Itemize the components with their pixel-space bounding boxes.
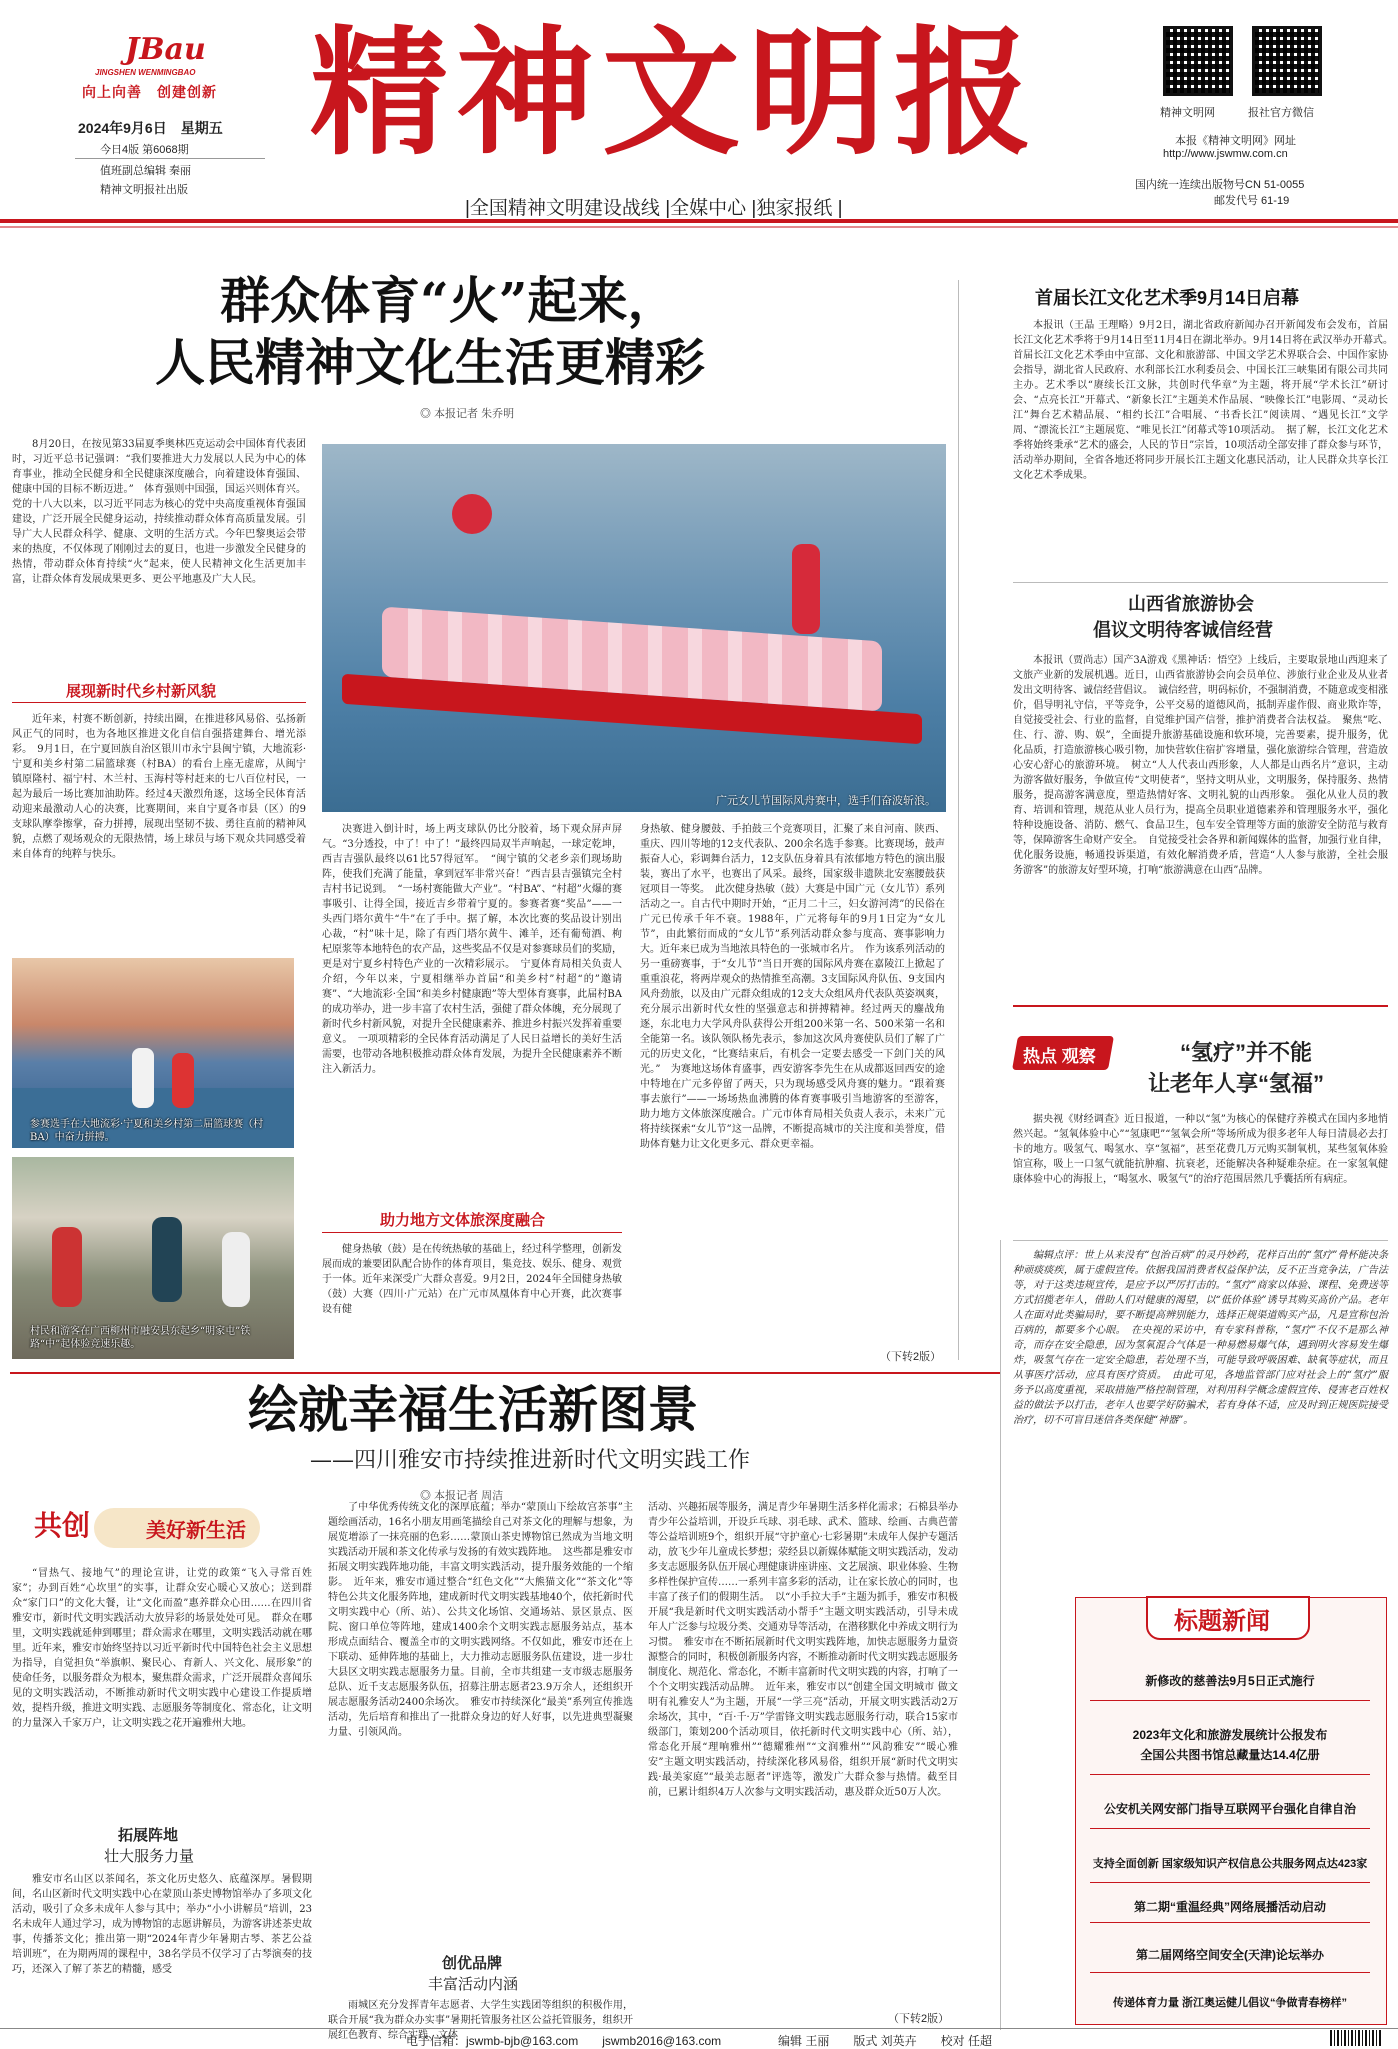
lead-col1b-text: 近年来，村赛不断创新，持续出圈，在推进移风易俗、弘扬新风正气的同时，也为各地区推进文化自信自强搭建舞台、增光添彩。 9月1日，在宁夏回族自治区银川市永宁县闽宁镇，大地流彩·宁夏和美乡村第二届篮球赛（村BA）的看台上座无虚席，从闽宁镇原隆村、福宁村、木兰村、玉海村等村赶来的七八百位村民，一起为最后一场比赛加油助阵。经过4天激烈角逐，这场全民体育活动迎来最激动人心的决赛，比赛期间，来自宁夏各市县（区）的9支球队摩拳擦掌，奋力拼搏，展现出坚韧不拔、勇往直前的精神风貌，点燃了观场观众的无限热情，场上球员与场下观众共同感受着来自体育的纯粹与快乐。: [12, 714, 306, 860]
hotspot-divider: [1013, 1240, 1388, 1241]
barcode-icon: [1330, 2030, 1382, 2046]
site-label: 本报《精神文明网》网址: [1175, 135, 1296, 147]
lead-sub1-rule: [12, 702, 306, 703]
hotspot-title-1: “氢疗”并不能: [1180, 1040, 1313, 1065]
lower-badge-1: 共创: [34, 1509, 91, 1542]
lower-sub1b: 壮大服务力量: [104, 1848, 195, 1865]
lead-headline-1: 群众体育“火”起来，: [220, 271, 678, 330]
qr1-label: 精神文明网: [1160, 107, 1215, 119]
hotspot-comment: 编辑点评：世上从来没有“包治百病”的灵丹妙药，花样百出的“氢疗”骨杯能决条种顽痰痰疾，属于虚假宣传。依据我国消费者权益保护法，反不正当竞争法，广告法等，对于这类违规宣传，是应予以严厉打击的。“氢疗”商家以体验、课程、免费送等方式招揽老年人，借助人们对健康的渴望，以“低价体验”诱导其购买高价产品。老年人在面对此类骗局时，要不断提高辨别能力，选择正规渠道购买产品，凡是宣称包治百病的，都要多个心眼。 在央视的采访中，有专家科普称，“氢疗”不仅不是那么神奇，而存在安全隐患，因为氢氧混合气体是一种易燃易爆气体，遇到明火容易发生爆炸，吸氢气存在一定安全隐患，若处理不当，可能导致呼吸困难、缺氧等症状，而且从事医疗活动，应具有医疗资质。 由此可见，各地监管部门应对社会上的“氢疗”服务予以高度重视，采取措施严格控制管理，对利用科学概念虚假宣传、侵害老百姓权益的做法予以打击，老年人也要学好防骗术，若有身体不适，应及时到正规医院接受治疗，切不可盲目迷信各类保健“神器”。: [1013, 1250, 1388, 1426]
lower-sub2a: 创优品牌: [442, 1955, 503, 1972]
headline-divider: [1090, 1828, 1370, 1829]
lower-continued: （下转2版）: [888, 2013, 950, 2025]
inset2-caption: 村民和游客在广西柳州市融安县东起乡“明家屯”铁路“中”起体验竞速乐趣。: [30, 1326, 251, 1350]
lower-headline: 绘就幸福生活新图景: [248, 1380, 698, 1439]
masthead: [0, 0, 1398, 230]
lower-sub1a: 拓展阵地: [118, 1827, 179, 1844]
brand-logo: [125, 32, 255, 67]
hotspot-badge-text: 热点 观察: [1023, 1047, 1096, 1066]
lower-col1b-text: 雅安市名山区以茶闻名，茶文化历史悠久、底蕴深厚。暑假期间，名山区新时代文明实践中心在蒙顶山茶史博物馆举办了多项文化活动，吸引了众多未成年人参与其中；举办“小小讲解员”培训，23名未成年人通过学习，成为博物馆的志愿讲解员，为游客讲述茶史故事，传播茶文化；推出第一期“2024年青少年暑期古琴、茶艺公益培训班”，在为期两周的课程中，38名学员不仅学习了古琴演奏的技巧，还深入了解了茶艺的精髓，感受: [12, 1874, 312, 1975]
headlines-list: [1080, 1660, 1380, 2020]
right1-body: 本报讯（王晶 王理略）9月2日，湖北省政府新闻办召开新闻发布会发布，首届长江文化艺术季将于9月14日至11月4日在湖北举办。9月14日将在武汉举办开幕式。 首届长江文化艺术季由中宣部、文化和旅游部、中国文学艺术界联合会、中国作家协会指导，湖北省人民政府、水利部长江水利委员会、中国长江三峡集团有限公司共同主办。艺术季以“赓续长江文脉，共创时代华章”为主题，将开展“学术长江”研讨会、“点亮长江”开幕式、“新象长江”主题美术作品展、“映像长江”电影周、“灵动长江”舞台艺术精品展、“相约长江”合唱展、“书香长江”阅读周、“遇见长江”文学周、“漂流长江”主题展览、“唯见长江”闭幕式等10项活动。 据了解，长江文化艺术季将始终秉承“艺术的盛会，人民的节日”宗旨，10项活动全部安排了群众参与环节，活动举办期间，全省各地还将同步开展长江主题文化惠民活动，让人民群众共享长江文化艺术季成果。: [1013, 320, 1398, 481]
lower-badge: [34, 1500, 262, 1556]
right1-title: 首届长江文化艺术季9月14日启幕: [1035, 288, 1300, 308]
lower-col1-text: “冒热气、接地气”的理论宣讲，让党的政策“飞入寻常百姓家”；办到百姓“心坎里”的实事，让群众安心暖心又放心；送到群众“家门口”的文化大餐，让“文化而盈”惠养群众心田……在四川省雅安市，新时代文明实践活动大放异彩的场景处处可见。 群众在哪里，文明实践就延伸到哪里；群众需求在哪里，文明实践活动就在哪里。近年来，雅安市始终坚持以习近平新时代中国特色社会主义思想为指导，自觉担负“举旗帜、聚民心、育新人、兴文化、展形象”的使命任务，以服务群众为根本，聚焦群众需求，广泛开展群众喜闻乐见的文明实践活动，不断推动新时代文明实践中心建设工作提质增效，提档升级，推进文明实践、志愿服务等制度化、常态化，让文明的力量深入千家万户，让文明实践之花开遍雅州大地。: [12, 1568, 312, 1729]
right-divider-2: [1013, 1005, 1388, 1007]
lower-subhead: ——四川雅安市持续推进新时代文明实践工作: [310, 1448, 751, 1473]
crowd-figure-icon: [52, 1227, 82, 1307]
masthead-nav: |全国精神文明建设战线 |全媒中心 |独家报纸 |: [465, 198, 843, 219]
lead-col3-text: 身热敏、健身腰鼓、手拍鼓三个竞赛项目，汇聚了来自河南、陕西、重庆、四川等地的12支代表队、200余名选手参赛。比赛现场，鼓声振奋人心，彩调舞台活力，12支队伍身着具有浓郁地方特色的演出服装，赛出了水平，也赛出了风采。最终，国家级非遗陕北安塞腰鼓获冠项目一等奖。 此次健身热敏（鼓）大赛是中国广元（女儿节）系列活动之一。自古代中期时开始，“正月二十三，妇女游河湾”的民俗在广元已传承千年不衰。1988年，广元将每年的9月1日定为“女儿节”，由此繁衍而成的“女儿节”系列活动群众参与度高、赛事影响力大。近年来已成为当地浓具特色的一张城市名片。 作为该系列活动的另一重磅赛事，于“女儿节”当日开赛的国际风舟赛在嘉陵江上掀起了重重浪花，将两岸观众的热情推至高潮。3支国际风舟队伍、9支国内风舟劲旅，以及由广元群众组成的12支大众组风舟代表队英姿飒爽，充分展示出新时代女性的坚强意志和拼搏精神。经过两天的鏖战角逐，东北电力大学风舟队获得公开组200米第一名、500米第一名和全能第一名。该队领队杨先表示，参加这次风舟赛使队员们了解了广元的历史文化，“比赛结束后，有机会一定要去感受一下剑门关的风光。” 为赛地这场体育盛事，西安游客李先生在从成都返回西安的途中特地在广元多停留了两天，只为现场感受风舟赛的魅力。“跟着赛事去旅行”——一场场热血沸腾的体育赛事吸引当地游客的至游客，助力地方文体旅深度融合。广元市体育局相关负责人表示，未来广元将持续探索“女儿节”这一品牌，不断提高城市的关注度和美誉度，借助体育魅力让文化更多元、群众更幸福。: [640, 824, 945, 1150]
lead-headline-2: 人民精神文化生活更精彩: [155, 333, 705, 392]
footer-rule: [0, 2028, 1398, 2029]
lower-col2-text: 了中华优秀传统文化的深厚底蕴；举办“蒙顶山下绘故宫茶事”主题绘画活动，16名小朋友用画笔描绘自己对茶文化的理解与想象，为展览增添了一抹亮丽的色彩……蒙顶山茶史博物馆已然成为当地文明实践活动开展和茶文化传承与发扬的有效实践阵地。 这些都是雅安市拓展文明实践阵地功能，丰富文明实践活动，提升服务效能的一个缩影。 近年来，雅安市通过整合“红色文化”“大熊猫文化”“茶文化”等特色公共文化服务阵地，建成新时代文明实践基地40个，依托新时代文明实践中心（所、站）、公共文化场馆、交通场站、景区景点、医院、窗口单位等阵地，建成1400余个文明实践志愿服务站点，基本形成点面结合、覆盖全市的文明实践网络。不仅如此，雅安市还在上下联动、延伸阵地的基础上，大力推动志愿服务队伍建设，进一步壮大县区文明实践志愿服务力量。目前，全市共组建一支市级志愿服务总队、近千支志愿服务队伍，招募注册志愿者23.9万余人，还组织开展志愿服务活动2400余场次。 雅安市持续深化“最美”系列宣传推选活动，先后培育和推出了一批群众身边的好人好事，以先进典型凝聚力量、引领风尚。: [328, 1502, 633, 1738]
site-url[interactable]: http://www.jswmw.com.cn: [1163, 148, 1288, 160]
lead-byline: ◎ 本报记者 朱乔明: [420, 408, 515, 420]
right2-title-1: 山西省旅游协会: [1128, 594, 1254, 614]
hotspot-badge: [1015, 1030, 1115, 1078]
right-divider-1: [1013, 582, 1388, 583]
lower-sub2b: 丰富活动内涵: [428, 1976, 519, 1993]
inset-photo-basketball: [12, 958, 294, 1148]
lead-sub1: 展现新时代乡村新风貌: [66, 682, 217, 700]
headline-item[interactable]: 支持全面创新 国家级知识产权信息公共服务网点达423家: [1092, 1858, 1368, 1870]
lead-continued: （下转2版）: [880, 1351, 942, 1363]
headlines-title: 标题新闻: [1174, 1606, 1270, 1635]
headline-item[interactable]: 全国公共图书馆总藏量达14.4亿册: [1140, 1748, 1320, 1762]
headline-item[interactable]: 新修改的慈善法9月5日正式施行: [1145, 1674, 1315, 1688]
headline-divider: [1090, 1774, 1370, 1775]
date-rule: [75, 158, 265, 159]
issn-number: 国内统一连续出版物号CN 51-0055: [1135, 179, 1305, 191]
brand-mark: JBau: [125, 32, 206, 67]
lead-sub2: 助力地方文体旅深度融合: [380, 1211, 546, 1229]
headline-item[interactable]: 2023年文化和旅游发展统计公报发布: [1132, 1728, 1328, 1742]
player-figure-icon: [172, 1053, 194, 1108]
lead-col2-text: 决赛进入倒计时，场上两支球队仍比分胶着，场下观众屏声屏气。“3分透投，中了！中了！”最终四局双半声响起，一球定乾坤，西吉吉强队最终以61比57得冠军。 “闽宁镇的父老乡亲们现场助阵，使我们充满了能量，拿到冠军非常兴奋！”西吉县吉强镇完全村吉村书记说到。 “一场村赛能做大产业”。“村BA”、“村超”火爆的赛事吸引、让得全国，接近吉乡带着宁夏的。参赛者赛“奖品”——一头西门塔尔黄牛“牛”在了手中。据了解，本次比赛的奖品设计别出心裁，“村”味十足，除了有西门塔尔黄牛、滩羊，还有葡萄酒、枸杞原浆等本地特色的农产品，这些奖品不仅是对参赛球员们的奖励，更是对宁夏乡村特色产业的一次精彩展示。 宁夏体育局相关负责人介绍，今年以来，宁夏相继举办首届“和美乡村”村超“的”邀请赛”、“大地流彩·全国“和美乡村健康跑”等大型体育赛事，此届村BA的成功举办，进一步丰富了农村生活，强健了群众体魄，充分展现了新时代乡村新风貌，对提升全民健康素养、推进乡村振兴发挥着重要意义。 一项项精彩的全民体育活动满足了人民日益增长的美好生活需要，也带动各地积极推动群众体育发展，为提升全民健康素养不断注入新活力。: [322, 824, 622, 1075]
masthead-rule-top: [0, 219, 1398, 223]
lead-right-divider: [958, 280, 959, 1360]
headline-item[interactable]: 公安机关网安部门指导互联网平台强化自律自治: [1103, 1802, 1356, 1816]
qr-code-website-icon: [1163, 26, 1233, 96]
footer-editor: 编辑 王丽 版式 刘英卉 校对 任超: [778, 2034, 993, 2048]
duty-editor: 值班副总编辑 秦丽: [100, 165, 192, 177]
lead-sub2-rule: [322, 1232, 622, 1233]
inset1-caption: 参赛选手在大地流彩·宁夏和美乡村第二届篮球赛（村BA）中奋力拼搏。: [30, 1119, 264, 1143]
headline-item[interactable]: 第二期“重温经典”网络展播活动启动: [1133, 1900, 1326, 1914]
publisher: 精神文明报社出版: [100, 184, 188, 196]
drummer-figure-icon: [792, 544, 820, 634]
flag-icon: [452, 494, 492, 534]
headline-item[interactable]: 传递体育力量 浙江奥运健儿倡议“争做青春榜样”: [1112, 1997, 1348, 2009]
photo-caption: 广元女儿节国际风舟赛中，选手们奋波斩浪。: [716, 794, 936, 807]
newspaper-title: 精神文明报: [310, 11, 1041, 174]
lower-col2b-text: 雨城区充分发挥青年志愿者、大学生实践团等组织的积极作用，联合开展“我为群众办实事”暑期托管服务社区公益托管服务，组织开展红色教育、综合实践、文体: [328, 2000, 633, 2041]
headline-divider: [1090, 1700, 1370, 1701]
crowd-figure-icon: [222, 1232, 250, 1307]
brand-en: JINGSHEN WENMINGBAO: [95, 68, 196, 77]
qr-code-wechat-icon: [1252, 26, 1322, 96]
lower-badge-2: 美好新生活: [146, 1518, 246, 1542]
hotspot-title-2: 让老年人享“氢福”: [1148, 1071, 1325, 1096]
postal-code: 邮发代号 61-19: [1214, 195, 1290, 207]
issue-edition: 今日4版 第6068期: [100, 144, 189, 156]
lead-col1-text: 8月20日，在按见第33届夏季奥林匹克运动会中国体育代表团时，习近平总书记强调：“我们要推进大力发展以人民为中心的体育事业，推动全民健身和全民健康深度融合，向着建设体育强国、健康中国的目标不断迈进。” 体育强则中国强，国运兴则体育兴。党的十八大以来，以习近平同志为核心的党中央高度重视体育强国建设，广泛开展全民健身运动，持续推动群众体育高质量发展。引导广大人民群众科学、健康、文明的生活方式。今年巴黎奥运会带来的热度，不仅体现了刚刚过去的夏日，也进一步激发全民健身的热情，带动群众体育持续“火”起来，使人民精神文化生活更加丰富，让群众体育发展成果更多、更公平地惠及广大人民。: [12, 439, 306, 585]
inset-photo-village: [12, 1157, 294, 1359]
qr2-label: 报社官方微信: [1248, 107, 1314, 119]
hotspot-body: 据央视《财经调查》近日报道，一种以“氢”为核心的保健疗养模式在国内多地悄然兴起。“氢氧体验中心”“氢康吧”“氢氧会所”等场所成为很多老年人每日清晨必去打卡的地方。吸氢气、喝氢水、享“氢福”，甚至花费几万元购买制氧机，某些氢氧体验馆宣称，吸上一口氢气就能抗肿瘤、抗衰老，还能解决各种疑难杂症。在一家氢氧健康体验中心的海报上，“喝氢水、吸氢气”的治疗范围居然几乎囊括所有病症。: [1013, 1114, 1388, 1185]
issue-date: 2024年9月6日 星期五: [78, 120, 223, 136]
lower-col3-text: 活动、兴趣拓展等服务，满足青少年暑期生活多样化需求；石棉县举办青少年公益培训，开设乒乓球、羽毛球、武术、篮球、绘画、古典芭蕾等公益培训班9个，组织开展“守护童心·七彩暑期”未成年人保护专题活动，放飞少年儿童成长梦想；荥经县以新媒体赋能文明实践活动，发动多支志愿服务队伍开展心理健康讲座讲座、文艺展演、职业体验、生物多样性保护宣传……一系列丰富多彩的活动，让在家长放心的同时，也丰富了孩子们的假期生活。 以“小手拉大手”主题为抓手，雅安市积极开展“我是新时代文明实践活动小帮手”主题文明实践活动，引导未成年人广泛参与垃圾分类、交通劝导等活动，在潜移默化中养成文明行为习惯。 雅安市在不断拓展新时代文明实践阵地，加快志愿服务力量资源整合的同时，积极创新服务内容，不断推动新时代文明实践志愿服务制度化、规范化、常态化，不断丰富新时代文明实践的内容，打响了一个个文明实践活动品牌。 近年来，雅安市以“创建全国文明城市 做文明有礼雅安人”为主题，开展“一学三亮”活动，开展文明实践活动2万余场次，其中，“百·千·万”学雷锋文明实践志愿服务行动，联合15家市级部门，策划200个活动项目，依托新时代文明实践中心（所、站），常态化开展“理响雅州”“德耀雅州”“文润雅州”“风韵雅安”“暖心雅安”主题文明实践活动，持续深化移风易俗，组织开展“新时代文明实践·最美家庭”“最美志愿者”评选等，激发广大群众参与热情。截至目前，已累计组织4万人次参与文明实践活动，惠及群众近50万人次。: [648, 1502, 958, 1798]
lower-right-divider: [1000, 1240, 1001, 2030]
headline-item[interactable]: 第二届网络空间安全(天津)论坛举办: [1136, 1948, 1324, 1962]
headline-divider: [1090, 1922, 1370, 1923]
masthead-rule-bottom: [0, 226, 1398, 228]
player-figure-icon: [132, 1048, 154, 1108]
lead-col2b-text: 健身热敏（鼓）是在传统热敏的基础上，经过科学整理，创新发展而成的兼要团队配合协作的体育项目，集竞技、娱乐、健身、观赏于一体。近年来深受广大群众喜爱。9月2日，2024年全国健身热敏（鼓）大赛（四川·广元站）在广元市凤凰体育中心开赛，此次赛事设有健: [322, 1244, 622, 1315]
lower-divider: [10, 1372, 1000, 1374]
headline-divider: [1090, 1972, 1370, 1973]
right2-body: 本报讯（贾尚志）国产3A游戏《黑神话：悟空》上线后，主要取景地山西迎来了文旅产业新的发展机遇。近日，山西省旅游协会向会员单位、涉旅行业企业及从业者发出文明待客、诚信经营倡议。 诚信经营，明码标价，不强制消费，不随意或变相涨价，倡导明礼守信，平等竞争，公平交易的道德风尚，抵制弄虚作假、商业欺诈等，自觉接受社会、行业的监督，自觉维护国产信誉，推护消费者合法权益。 聚焦“吃、住、行、游、购、娱”，全面提升旅游基础设施和软环境，完善要素，提升服务，优化品质，打造旅游核心吸引物，加快营软住宿扩容增量，强化旅游综合管理，营造放心安心舒心的旅游环境。 树立“人人代表山西形象，人人都是山西名片”意识，主动为游客做好服务，争做宣传“文明使者”，坚持文明从业，文明服务，保持服务、热情服务，提高游客满意度，塑造热情好客、文明礼貌的山西形象。 强化从业人员的教育、培训和管理，规范从业人员行为，提高全员职业道德素养和管理服务水平，强化特种设施设备、消防、燃气、食品卫生，包车安全管理等方面的旅游安全防范与救育等，保障游客生命财产安全。 自觉接受社会各界和新闻媒体的监督，加强行业自律，优化服务设施，畅通投诉渠道，有效化解消费矛盾，营造“人人参与旅游，全社会服务游客”的旅游友好型环境，打响“旅游满意在山西”品牌。: [1013, 655, 1388, 876]
lower-byline: ◎ 本报记者 周洁: [420, 1490, 504, 1502]
footer-email: 电子信箱：jswmb-bjb@163.com jswmb2016@163.com: [406, 2034, 722, 2048]
lead-photo-dragon-boat: [322, 444, 946, 812]
brand-slogan: 向上向善 创建创新: [82, 84, 217, 100]
right2-title-2: 倡议文明待客诚信经营: [1093, 620, 1273, 640]
headline-divider: [1090, 1882, 1370, 1883]
crowd-figure-icon: [152, 1217, 182, 1302]
